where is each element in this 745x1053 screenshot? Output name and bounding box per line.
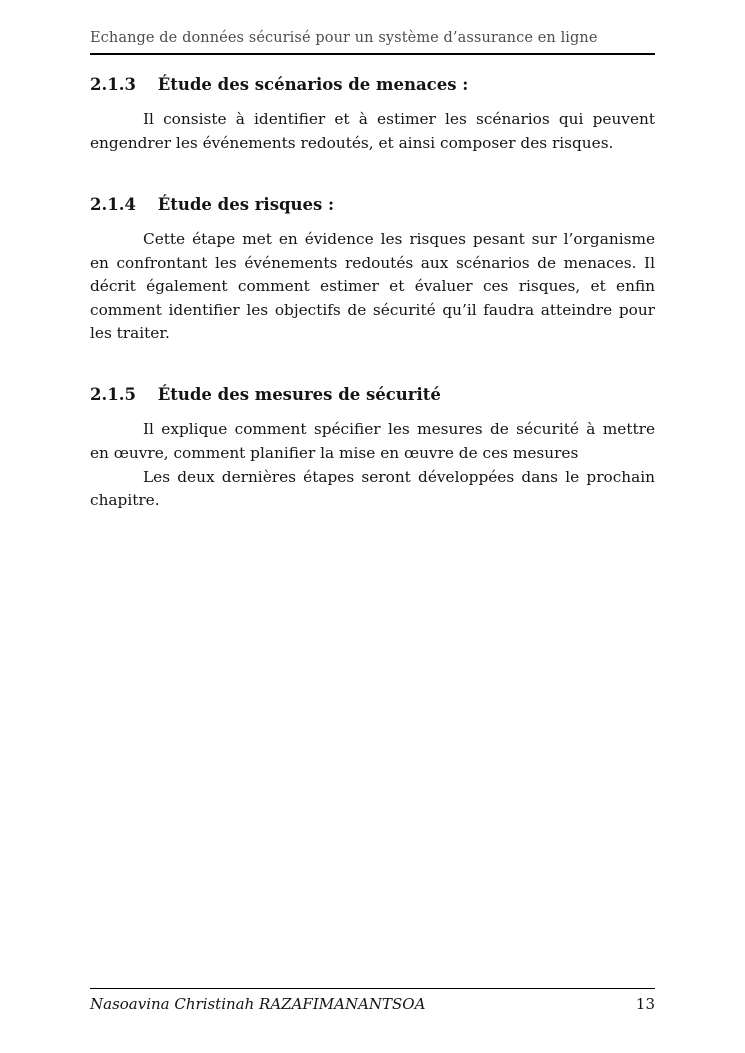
section-security-measures: [90, 384, 655, 513]
document-content: [90, 74, 655, 513]
footer-row: [90, 995, 655, 1013]
paragraph: Cette étape met en évidence les risques pesant sur l’organisme en confrontant les événements redoutés aux scénarios de menaces. Il décrit également comment estimer et évaluer ces risques, et enfin comment identifier les objectifs de sécurité qu’il faudra atteindre pour les traiter.: [90, 230, 655, 343]
page-number: 13: [635, 995, 655, 1013]
section-number: 2.1.5: [90, 385, 136, 405]
paragraph: Il explique comment spécifier les mesures de sécurité à mettre en œuvre, comment planifier la mise en œuvre de ces mesures: [90, 420, 655, 463]
paragraph: Il consiste à identifier et à estimer les scénarios qui peuvent engendrer les événements redoutés, et ainsi composer des risques.: [90, 110, 655, 153]
section-heading: [90, 194, 655, 215]
footer-rule: [90, 988, 655, 989]
section-threat-scenarios: [90, 74, 655, 156]
footer-author: Nasoavina Christinah RAZAFIMANANTSOA: [90, 995, 426, 1013]
running-header-title: Echange de données sécurisé pour un système d’assurance en ligne: [90, 30, 598, 46]
section-title: Étude des risques :: [157, 194, 335, 214]
running-header: [90, 30, 655, 55]
section-heading: [90, 384, 655, 405]
page-footer: [90, 988, 655, 1013]
section-number: 2.1.4: [90, 194, 136, 214]
paragraph: Les deux dernières étapes seront développées dans le prochain chapitre.: [90, 467, 655, 510]
header-rule: [90, 53, 655, 55]
section-title: Étude des mesures de sécurité: [157, 385, 441, 405]
section-heading: [90, 74, 655, 95]
section-risk-study: [90, 194, 655, 346]
section-number: 2.1.3: [90, 75, 136, 94]
section-title: Étude des scénarios de menaces :: [157, 75, 469, 94]
